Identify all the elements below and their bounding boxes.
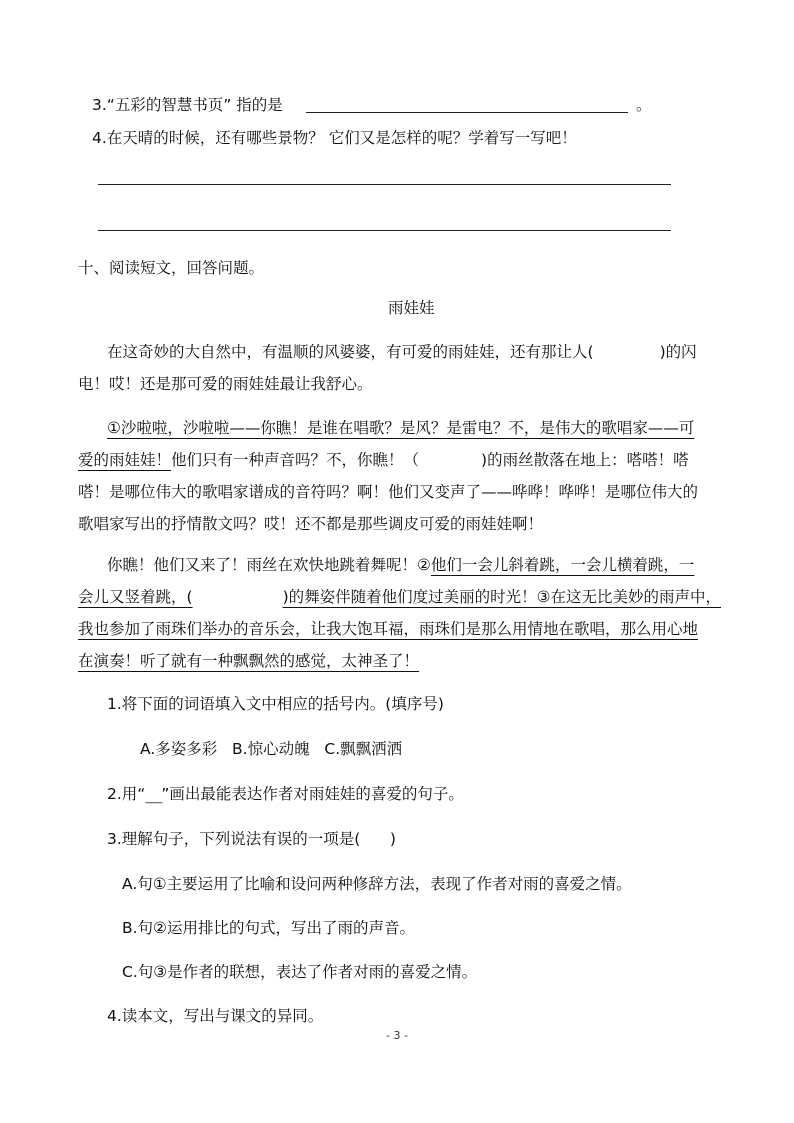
reading-question-3-option-c: C.句③是作者的联想，表达了作者对雨的喜爱之情。 xyxy=(122,963,478,981)
reading-question-3-option-a: A.句①主要运用了比喻和设问两种修辞方法，表现了作者对雨的喜爱之情。 xyxy=(122,875,632,893)
paragraph-3-underlined-a: 他们一会儿斜着跳，一会儿横着跳，一 xyxy=(430,556,695,574)
section-heading: 十、阅读短文，回答问题。 xyxy=(78,259,265,277)
reading-question-2-text-a: 2.用“ xyxy=(107,785,146,803)
paragraph-1-line-2: 电！哎！还是那可爱的雨娃娃最让我舒心。 xyxy=(78,375,373,393)
paragraph-2-line-4: 歌唱家写出的抒情散文吗？哎！还不都是那些调皮可爱的雨娃娃啊！ xyxy=(78,515,544,533)
question-3 xyxy=(92,93,283,115)
question-3-end: 。 xyxy=(636,96,652,114)
paragraph-3-text-a: 你瞧！他们又来了！雨丝在欢快地跳着舞呢！② xyxy=(107,556,431,574)
wavy-underline-sample: ____ xyxy=(145,793,162,804)
paragraph-2-line-1: ①沙啦啦，沙啦啦——你瞧！是谁在唱歌？是风？是雷电？不，是伟大的歌唱家——可 xyxy=(107,419,695,437)
answer-line-q4-2[interactable] xyxy=(98,230,671,231)
paragraph-3-line-1 xyxy=(107,553,694,575)
question-4: 4.在天晴的时候，还有哪些景物？ 它们又是怎样的呢？学着写一写吧！ xyxy=(92,129,577,147)
paragraph-3-line-3: 我也参加了雨珠们举办的音乐会，让我大饱耳福，雨珠们是那么用情地在歌唱，那么用心地 xyxy=(78,620,699,638)
answer-line-q3[interactable] xyxy=(306,112,628,113)
paragraph-2-text-b: )的雨丝散落在地上：嗒嗒！嗒 xyxy=(481,451,689,469)
paragraph-3-line-4: 在演奏！听了就有一种飘飘然的感觉，太神圣了！ xyxy=(78,652,420,670)
reading-question-2-text-b: ”画出最能表达作者对雨娃娃的喜爱的句子。 xyxy=(161,785,464,803)
paragraph-1-text-b: )的闪 xyxy=(659,343,697,361)
paragraph-2-text-a: 他们只有一种声音吗？不，你瞧！（ xyxy=(171,451,420,469)
reading-question-2 xyxy=(107,782,464,804)
paragraph-3-text-b: 会儿又竖着跳，( xyxy=(78,588,193,606)
reading-question-3-option-b: B.句②运用排比的句式，写出了雨的声音。 xyxy=(122,919,415,937)
passage-title: 雨娃娃 xyxy=(388,299,435,317)
answer-line-q4-1[interactable] xyxy=(98,184,671,185)
page-number: - 3 - xyxy=(386,1029,408,1042)
question-3-label: 3.“五彩的智慧书页” 指的是 xyxy=(92,96,283,114)
paragraph-2-underlined: 爱的雨娃娃！ xyxy=(78,451,172,469)
paragraph-3-line-2 xyxy=(78,585,721,607)
paragraph-3-text-c: )的舞姿伴随着他们度过美丽的时光！③在这无比美妙的雨声中， xyxy=(282,588,722,606)
paragraph-2-line-3: 嗒！是哪位伟大的歌唱家谱成的音符吗？啊！他们又变声了——哗哗！哗哗！是哪位伟大的 xyxy=(78,483,699,501)
paragraph-1-line-1 xyxy=(107,340,697,362)
reading-question-3: 3.理解句子，下列说法有误的一项是( ) xyxy=(107,830,396,848)
paragraph-2-line-2 xyxy=(78,448,689,470)
paragraph-1-text-a: 在这奇妙的大自然中，有温顺的风婆婆，有可爱的雨娃娃，还有那让人( xyxy=(107,343,594,361)
reading-question-4: 4.读本文，写出与课文的异同。 xyxy=(107,1007,324,1025)
reading-question-1: 1.将下面的词语填入文中相应的括号内。(填序号) xyxy=(107,695,444,713)
reading-question-1-options: A.多姿多彩 B.惊心动魄 C.飘飘洒洒 xyxy=(140,740,403,758)
